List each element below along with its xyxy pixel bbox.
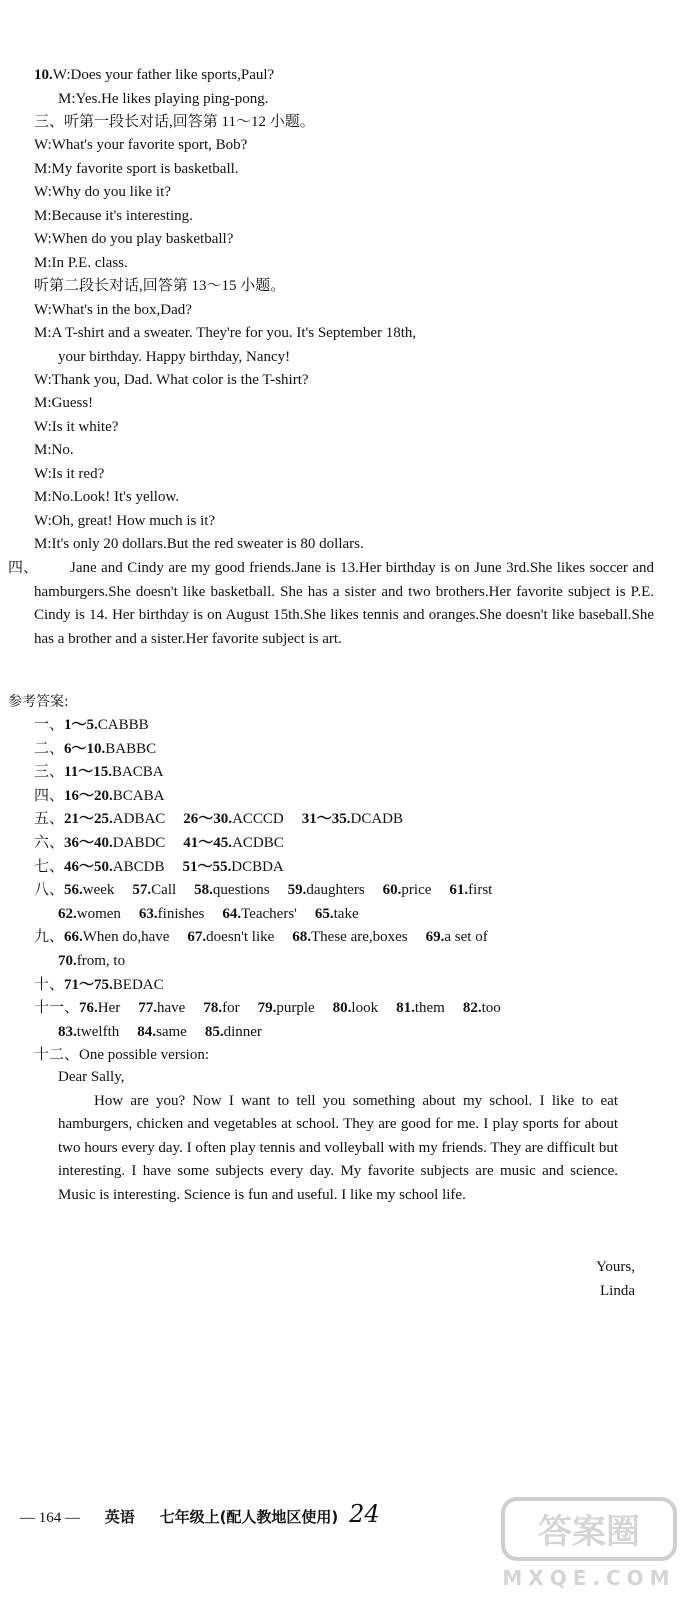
section-four-passage: Jane and Cindy are my good friends.Jane is 13.Her birthday is on June 3rd.She likes soccer and hamburgers.She doesn't like basketball. She has a sister and two brothers.Her favorite subject is P.E. Cindy is 14. Her birthday is on August 15th.She likes tennis and oranges.She doesn't like baseball.She has a brother and a sister.Her favorite subject is art. — [34, 560, 654, 647]
page-footer — [20, 1500, 380, 1528]
answer-section-number: 九、 — [34, 929, 65, 946]
letter-signature: Linda — [600, 1283, 635, 1299]
answer-item: 67.doesn't like — [187, 929, 275, 946]
answer-section-number: 二、 — [34, 740, 65, 757]
answer-item: 58.questions — [194, 882, 270, 899]
dialogue-line: M:Guess! — [34, 395, 94, 411]
letter-body: How are you? Now I want to tell you something about my school. I like to eat hamburgers, chicken and vegetables at school. They are good for me. I play sports for about two hours every day. I often play tennis and volleyball with my friends. They are difficult but interesting. I have some subjects every day. My favorite subjects are music and science. Music is interesting. Science is fun and useful. I like my school life. — [58, 1092, 619, 1203]
answer-item: 66.When do,have — [64, 929, 170, 946]
answer-row — [34, 714, 654, 738]
dialogue-line: W:When do you play basketball? — [34, 231, 234, 247]
answer-item: 11～15.BACBA — [64, 764, 164, 781]
answer-item: 70.from, to — [58, 952, 126, 969]
handwritten-number: 24 — [349, 1500, 380, 1528]
answer-section-number: 四、 — [34, 787, 65, 804]
answer-item: 1～5.CABBB — [64, 717, 149, 733]
answer-item: 21～25.ADBAC — [64, 811, 166, 828]
answer-row — [34, 974, 654, 998]
dialogue-line: M:A T-shirt and a sweater. They're for you. It's September 18th, — [34, 325, 417, 341]
answer-item: 71～75.BEDAC — [64, 976, 164, 993]
answer-item: 16～20.BCABA — [64, 787, 165, 804]
answer-key — [34, 714, 654, 1068]
answer-item: 65.take — [314, 905, 359, 922]
dialogue-line: M:No. — [34, 442, 74, 458]
answer-item: 41～45.ACDBC — [183, 834, 284, 851]
answer-item: 77.have — [138, 1000, 186, 1017]
dialogue-line: M:In P.E. class. — [34, 255, 128, 271]
dialogue-line: your birthday. Happy birthday, Nancy! — [58, 349, 291, 365]
answer-section-number: 八、 — [34, 882, 65, 899]
answer-item: 57.Call — [132, 882, 177, 899]
section-three-heading: 三、听第一段长对话,回答第 11～12 小题。 — [34, 114, 315, 130]
answer-section-number: 五、 — [34, 811, 65, 828]
answer-item: 76.Her — [79, 1000, 121, 1017]
answer-row — [34, 997, 654, 1021]
answer-item: 68.These are,boxes — [292, 929, 408, 946]
answer-row — [34, 832, 654, 856]
grade-label: 七年级上(配人教地区使用) — [159, 1508, 339, 1526]
letter-greeting: Dear Sally, — [58, 1069, 125, 1085]
answer-row — [34, 926, 654, 950]
answer-item: 26～30.ACCCD — [183, 811, 284, 828]
answer-section-number: 三、 — [34, 764, 65, 781]
answer-item: One possible version: — [79, 1047, 209, 1064]
answer-item: 78.for — [203, 1000, 240, 1017]
answer-item: 51～55.DCBDA — [182, 858, 284, 875]
answer-row — [34, 879, 654, 903]
answer-item: 84.same — [137, 1023, 187, 1040]
answer-section-number: 六、 — [34, 834, 65, 851]
answer-item: 36～40.DABDC — [64, 834, 166, 851]
answer-item: 59.daughters — [287, 882, 365, 899]
answer-item: 83.twelfth — [58, 1023, 120, 1040]
answer-section-number: 一、 — [34, 717, 65, 733]
answer-row — [34, 785, 654, 809]
answer-item: 62.women — [58, 905, 121, 922]
answer-section-number: 七、 — [34, 858, 65, 875]
subject-label: 英语 — [104, 1508, 135, 1526]
answer-row — [34, 856, 654, 880]
answer-item: 85.dinner — [204, 1023, 262, 1040]
section-four-label: 四、 — [8, 560, 39, 576]
page-number: — 164 — — [20, 1510, 80, 1526]
answer-item: 46～50.ABCDB — [64, 858, 165, 875]
dialogue-line: W:Is it red? — [34, 466, 105, 482]
answer-item: 79.purple — [257, 1000, 315, 1017]
answer-item: 81.them — [396, 1000, 445, 1017]
answer-item: 82.too — [462, 1000, 501, 1017]
svg-text:MXQE.COM: MXQE.COM — [502, 1566, 676, 1590]
answers-heading: 参考答案: — [8, 694, 69, 710]
answer-row — [34, 738, 654, 762]
svg-text:答案圈: 答案圈 — [538, 1512, 640, 1552]
answer-row — [34, 903, 654, 927]
dialogue-line: W:What's in the box,Dad? — [34, 302, 192, 318]
dialogue-line: W:Thank you, Dad. What color is the T-shirt? — [34, 372, 309, 388]
answer-item: 80.look — [332, 1000, 379, 1017]
answer-section-number: 十、 — [34, 976, 65, 993]
letter-closing: Yours, — [596, 1259, 635, 1275]
answer-item: 69.a set of — [425, 929, 488, 946]
answer-row — [34, 1044, 654, 1068]
answer-row — [34, 950, 654, 974]
answer-section-number: 十二、 — [34, 1047, 80, 1064]
answer-item: 56.week — [64, 882, 115, 899]
answer-section-number: 十一、 — [34, 1000, 80, 1017]
section-three-heading-2: 听第二段长对话,回答第 13～15 小题。 — [34, 278, 286, 294]
answer-item: 31～35.DCADB — [301, 811, 404, 828]
answer-item: 64.Teachers' — [222, 905, 297, 922]
dialogue-line: W:What's your favorite sport, Bob? — [34, 137, 248, 153]
dialogue-line: M:It's only 20 dollars.But the red sweater is 80 dollars. — [34, 536, 364, 552]
answer-item: 61.first — [449, 882, 493, 899]
dialogue-line: W:Is it white? — [34, 419, 119, 435]
answer-row — [34, 1021, 654, 1045]
dialogue-line: W:Oh, great! How much is it? — [34, 513, 216, 529]
watermark-logo — [499, 1495, 679, 1593]
answer-item: 60.price — [382, 882, 432, 899]
dialogue-line: W:Why do you like it? — [34, 184, 171, 200]
dialogue-line: 10.W:Does your father like sports,Paul? — [34, 67, 275, 83]
answer-row — [34, 761, 654, 785]
dialogue-line: M:Yes.He likes playing ping-pong. — [58, 91, 269, 107]
answer-item: 63.finishes — [138, 905, 205, 922]
answer-item: 6～10.BABBC — [64, 740, 157, 757]
sample-letter — [58, 1066, 618, 1208]
dialogue-line: M:Because it's interesting. — [34, 208, 193, 224]
dialogue-line: M:My favorite sport is basketball. — [34, 161, 239, 177]
dialogue-line: M:No.Look! It's yellow. — [34, 489, 180, 505]
answer-row — [34, 808, 654, 832]
